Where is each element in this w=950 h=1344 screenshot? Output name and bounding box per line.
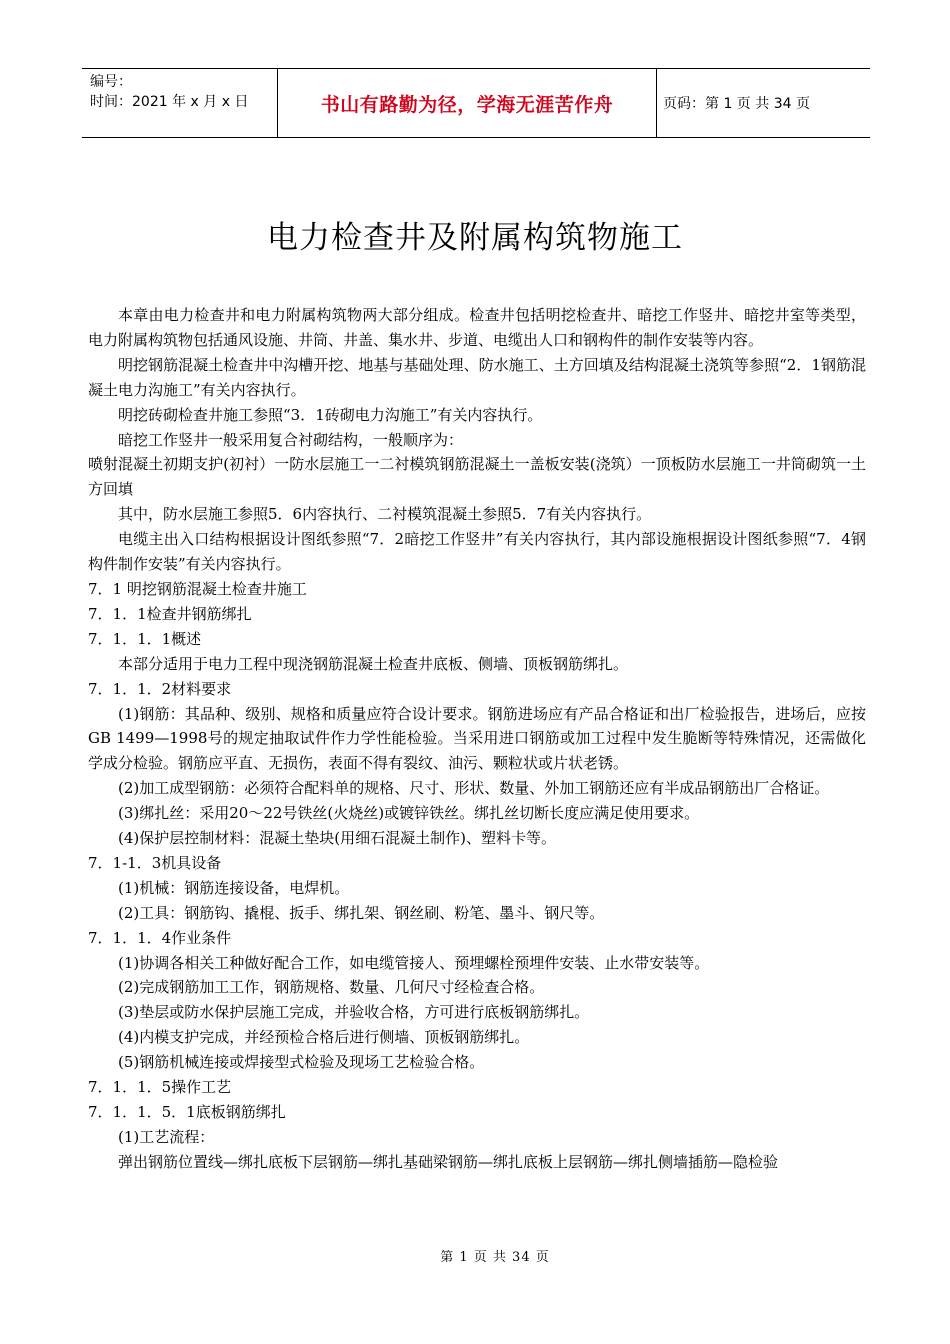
paragraph: (2)工具：钢筋钩、撬棍、扳手、绑扎架、钢丝刷、粉笔、墨斗、钢尺等。	[118, 903, 605, 922]
header-number: 编号：	[90, 74, 132, 90]
paragraph: (1)钢筋：其品种、级别、规格和质量应符合设计要求。钢筋进场应有产品合格证和出厂检验报告，进场后，应按GB 1499—1998号的规定抽取试件作力学性能检验。当采用进口钢筋或加工过程中发生脆断等特殊情况，还需做化学成分检验。钢筋应平直、无损伤，表面不得有裂纹、油污、颗粒状或片状老锈。	[88, 704, 866, 773]
paragraph: 7．1 明挖钢筋混凝土检查井施工	[88, 579, 307, 598]
paragraph: (3)垫层或防水保护层施工完成，并验收合格，方可进行底板钢筋绑扎。	[118, 1003, 590, 1022]
paragraph: 7．1．1．2材料要求	[88, 679, 232, 698]
paragraph: 明挖砖砌检查井施工参照“3．1砖砌电力沟施工”有关内容执行。	[118, 405, 543, 424]
paragraph: (3)绑扎丝：采用20～22号铁丝(火烧丝)或镀锌铁丝。绑扎丝切断长度应满足使用要求。	[118, 804, 700, 823]
paragraph: (1)机械：钢筋连接设备，电焊机。	[118, 878, 350, 897]
header-motto: 书山有路勤为径，学海无涯苦作舟	[278, 69, 657, 137]
paragraph: 电缆主出入口结构根据设计图纸参照“7．2暗挖工作竖井”有关内容执行，其内部设施根据设计图纸参照“7．4钢构件制作安装”有关内容执行。	[88, 530, 866, 574]
paragraph: 喷射混凝土初期支护(初衬）一防水层施工一二衬模筑钢筋混凝土一盖板安装(浇筑）一顶板防水层施工一井筒砌筑一土方回填	[88, 455, 866, 499]
header-meta	[82, 69, 278, 137]
paragraph: 其中，防水层施工参照5．6内容执行、二衬模筑混凝土参照5．7有关内容执行。	[118, 505, 652, 524]
paragraph: (4)内模支护完成，并经预检合格后进行侧墙、顶板钢筋绑扎。	[118, 1028, 530, 1047]
paragraph: 7．1-1．3机具设备	[88, 853, 222, 872]
document-title: 电力检查井及附属构筑物施工	[267, 220, 683, 256]
header-time: 时间：2021 年 x 月 x 日	[90, 94, 249, 110]
paragraph: 弹出钢筋位置线—绑扎底板下层钢筋—绑扎基础梁钢筋—绑扎底板上层钢筋—绑扎侧墙插筋—隐检验	[118, 1152, 779, 1171]
paragraph: 7．1．1．5．1底板钢筋绑扎	[88, 1103, 286, 1121]
paragraph: (1)协调各相关工种做好配合工作，如电缆管接人、预埋螺栓预埋件安装、止水带安装等。	[118, 953, 710, 972]
paragraph: 暗挖工作竖井一般采用复合衬砌结构，一般顺序为：	[118, 430, 464, 449]
paragraph: (2)加工成型钢筋：必须符合配料单的规格、尺寸、形状、数量、外加工钢筋还应有半成品钢筋出厂合格证。	[118, 779, 830, 798]
paragraph: 7．1．1．1概述	[88, 629, 202, 648]
paragraph: (2)完成钢筋加工工作，钢筋规格、数量、几何尺寸经检查合格。	[118, 978, 545, 997]
paragraph: 本部分适用于电力工程中现浇钢筋混凝土检查井底板、侧墙、顶板钢筋绑扎。	[118, 654, 629, 673]
paragraph: 7．1．1检查井钢筋绑扎	[88, 604, 252, 623]
paragraph: 7．1．1．4作业条件	[88, 928, 232, 947]
paragraph: (5)钢筋机械连接或焊接型式检验及现场工艺检验合格。	[118, 1053, 485, 1072]
document-body	[88, 303, 866, 1175]
header-page-info: 页码：第 1 页 共 34 页	[663, 96, 810, 112]
paragraph: 明挖钢筋混凝土检查井中沟槽开挖、地基与基础处理、防水施工、土方回填及结构混凝土浇筑等参照“2．1钢筋混凝土电力沟施工”有关内容执行。	[88, 355, 866, 399]
page-footer: 第 1 页 共 34 页	[440, 1250, 550, 1265]
paragraph: (4)保护层控制材料：混凝土垫块(用细石混凝土制作)、塑料卡等。	[118, 829, 556, 848]
page-header	[82, 68, 870, 138]
paragraph: 7．1．1．5操作工艺	[88, 1078, 232, 1097]
paragraph: 本章由电力检查井和电力附属构筑物两大部分组成。检查井包括明挖检查井、暗挖工作竖井、暗挖井室等类型，电力附属构筑物包括通风设施、井筒、井盖、集水井、步道、电缆出人口和钢构件的制作安装等内容。	[88, 306, 866, 349]
paragraph: (1)工艺流程：	[118, 1127, 215, 1146]
